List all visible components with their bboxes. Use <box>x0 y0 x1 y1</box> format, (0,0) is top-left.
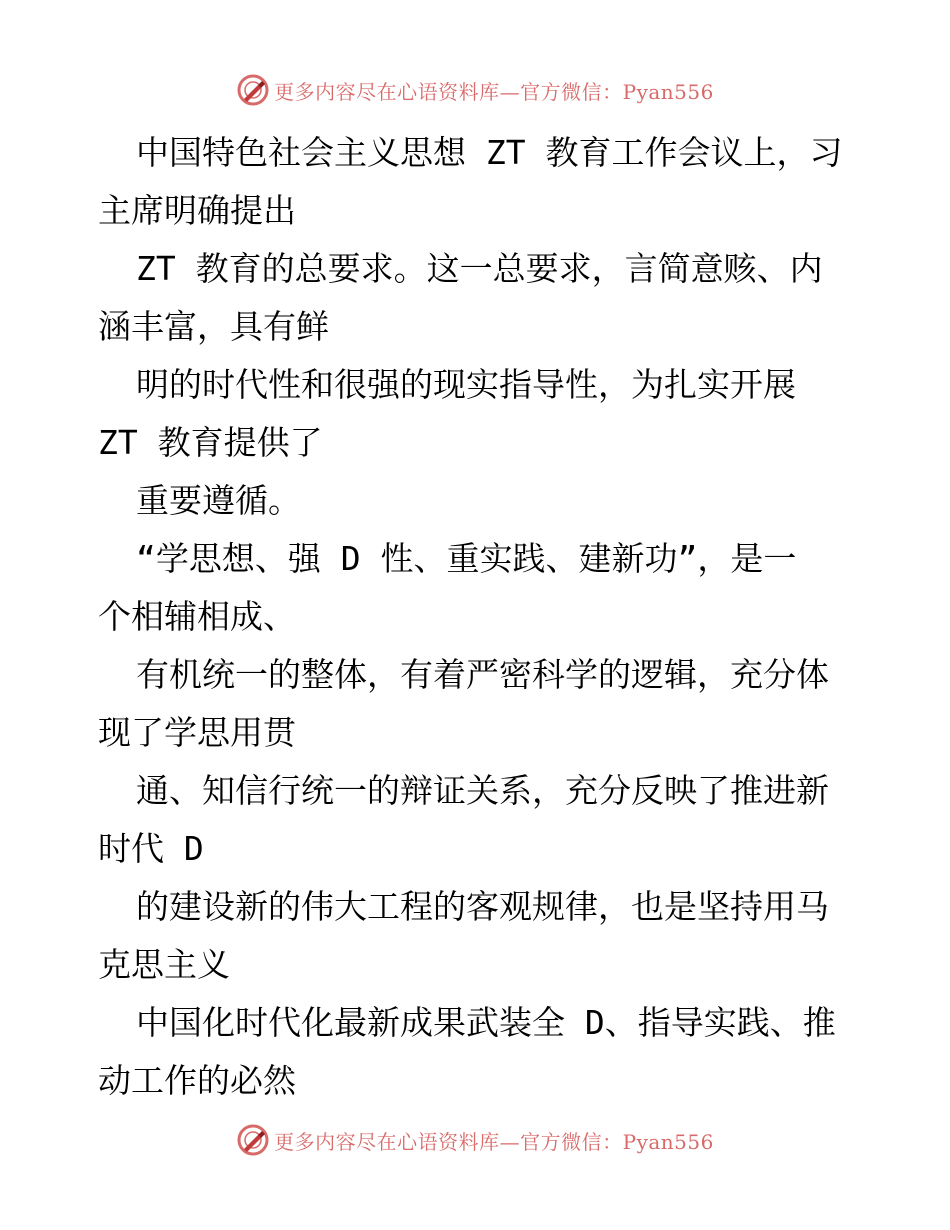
body-line: 动工作的必然 <box>98 1061 296 1100</box>
body-line: 涵丰富，具有鲜 <box>98 307 329 346</box>
header-watermark <box>0 70 950 110</box>
watermark-text: 更多内容尽在心语资料库—官方微信：Pyan556 <box>274 1129 714 1154</box>
body-line: 重要遵循。 <box>136 481 301 520</box>
body-line: 主席明确提出 <box>98 191 296 230</box>
body-line: 时代 D <box>98 829 204 868</box>
body-line: 中国特色社会主义思想 ZT 教育工作会议上，习 <box>136 133 843 172</box>
body-line: “学思想、强 D 性、重实践、建新功”，是一 <box>136 539 797 578</box>
body-line: 现了学思用贯 <box>98 713 296 752</box>
body-line: 有机统一的整体，有着严密科学的逻辑，充分体 <box>136 655 829 694</box>
body-line: 克思主义 <box>98 945 230 984</box>
pen-circle-logo-icon <box>236 1123 270 1157</box>
body-line: ZT 教育提供了 <box>98 423 323 462</box>
pen-circle-logo-icon <box>236 73 270 107</box>
body-line: 中国化时代化最新成果武装全 D、指导实践、推 <box>136 1003 836 1042</box>
body-line: 的建设新的伟大工程的客观规律，也是坚持用马 <box>136 887 829 926</box>
body-line: 明的时代性和很强的现实指导性，为扎实开展 <box>136 365 796 404</box>
body-line: 通、知信行统一的辩证关系，充分反映了推进新 <box>136 771 829 810</box>
document-body <box>98 124 868 1110</box>
footer-watermark <box>0 1120 950 1160</box>
body-line: ZT 教育的总要求。这一总要求，言简意赅、内 <box>136 249 823 288</box>
watermark-text: 更多内容尽在心语资料库—官方微信：Pyan556 <box>274 79 714 104</box>
body-line: 个相辅相成、 <box>98 597 296 636</box>
